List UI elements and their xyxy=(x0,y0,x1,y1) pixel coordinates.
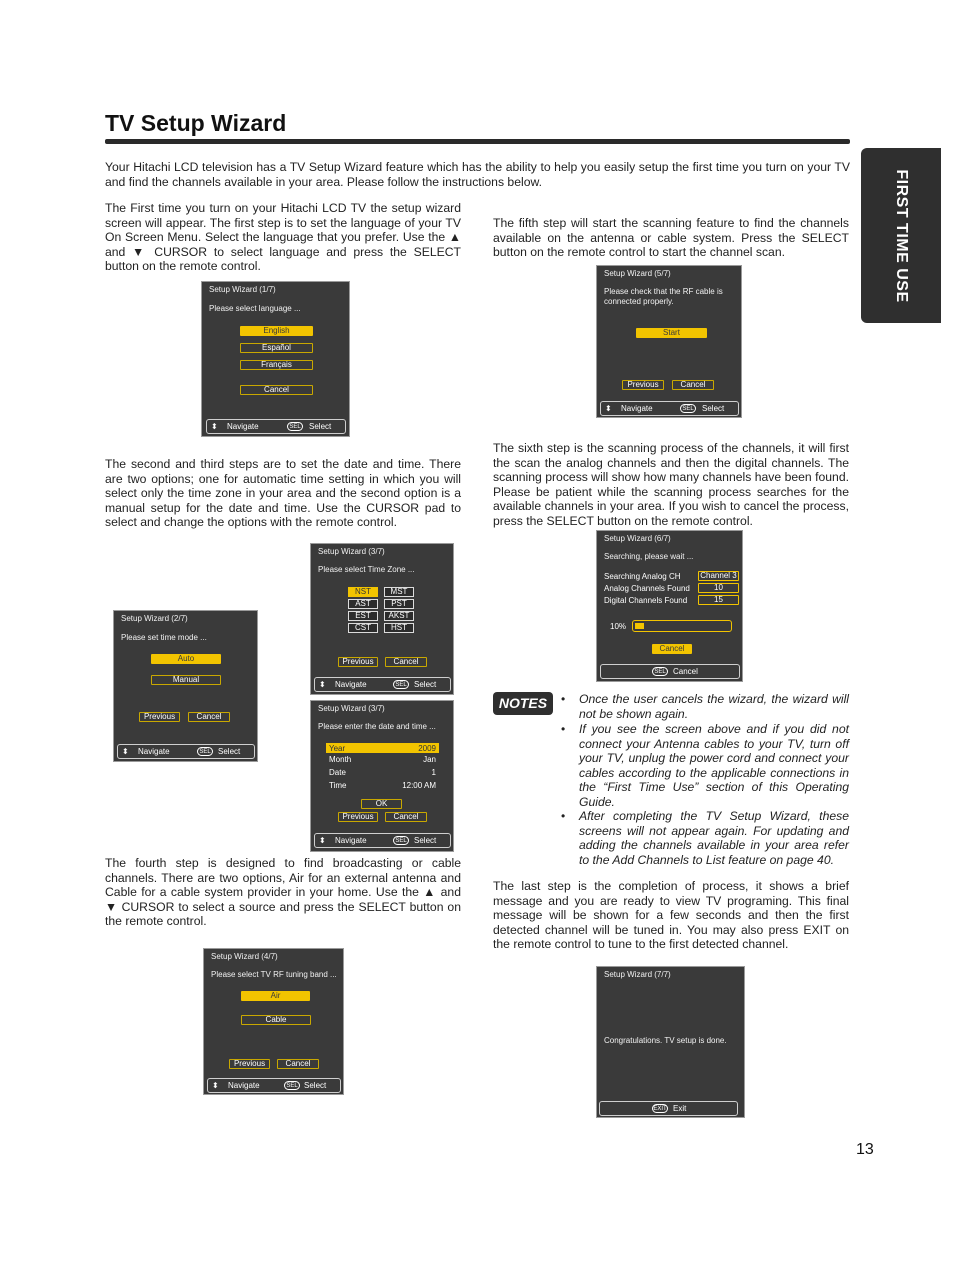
screen-prompt: Please select Time Zone ... xyxy=(318,565,415,574)
select-label: Select xyxy=(309,422,332,431)
sel-icon: SEL xyxy=(393,680,409,689)
screen-title: Setup Wizard (7/7) xyxy=(604,970,671,979)
notes-badge: NOTES xyxy=(493,692,553,715)
sel-icon: SEL xyxy=(652,667,668,676)
screen-title: Setup Wizard (6/7) xyxy=(604,534,671,543)
select-label: Select xyxy=(414,680,437,689)
row-label-digital-found: Digital Channels Found xyxy=(604,596,688,605)
row-label-analog-ch: Searching Analog CH xyxy=(604,572,681,581)
zone-cst[interactable]: CST xyxy=(348,623,378,633)
zone-pst[interactable]: PST xyxy=(384,599,414,609)
navigate-icon: ⬍ xyxy=(122,747,129,756)
row-value-digital-found: 15 xyxy=(698,595,739,605)
screen-title: Setup Wizard (4/7) xyxy=(211,952,278,961)
navigate-icon: ⬍ xyxy=(212,1081,219,1090)
zone-est[interactable]: EST xyxy=(348,611,378,621)
screen-title: Setup Wizard (5/7) xyxy=(604,269,671,278)
screen-rf-check xyxy=(596,265,742,418)
screen-time-mode xyxy=(113,610,258,762)
step5-paragraph: The fifth step will start the scanning feature to find the channels available on the antenna or cable system. Press the SELECT button on the remote control to start the channel scan. xyxy=(493,216,849,260)
navigate-label: Navigate xyxy=(228,1081,260,1090)
cancel-button[interactable]: Cancel xyxy=(277,1059,319,1069)
cancel-label: Cancel xyxy=(673,667,698,676)
nav-bar xyxy=(314,833,451,848)
screen-prompt: Please set time mode ... xyxy=(121,633,207,642)
row-label-time: Time xyxy=(329,781,347,790)
cancel-button[interactable]: Cancel xyxy=(672,380,714,390)
option-auto[interactable]: Auto xyxy=(151,654,221,664)
navigate-label: Navigate xyxy=(621,404,653,413)
previous-button[interactable]: Previous xyxy=(139,712,180,722)
zone-akst[interactable]: AKST xyxy=(384,611,414,621)
sel-icon: SEL xyxy=(284,1081,300,1090)
screen-title: Setup Wizard (2/7) xyxy=(121,614,188,623)
select-label: Select xyxy=(218,747,241,756)
progress-bar xyxy=(632,620,732,632)
navigate-label: Navigate xyxy=(335,836,367,845)
exit-label[interactable]: Exit xyxy=(673,1104,687,1113)
navigate-label: Navigate xyxy=(138,747,170,756)
cancel-button[interactable]: Cancel xyxy=(385,812,427,822)
sel-icon: SEL xyxy=(393,836,409,845)
previous-button[interactable]: Previous xyxy=(338,657,378,667)
sel-icon: SEL xyxy=(680,404,696,413)
cancel-button[interactable]: Cancel xyxy=(652,644,692,654)
navigate-label: Navigate xyxy=(227,422,259,431)
navigate-icon: ⬍ xyxy=(211,422,218,431)
progress-fill xyxy=(635,623,644,629)
screen-prompt-line1: Please check that the RF cable is xyxy=(604,287,723,296)
screen-prompt-line2: connected properly. xyxy=(604,297,674,306)
nav-bar xyxy=(207,1078,341,1093)
row-label-month: Month xyxy=(329,755,352,764)
navigate-label: Navigate xyxy=(335,680,367,689)
exit-icon: EXIT xyxy=(653,1106,667,1112)
row-label-year: Year xyxy=(329,744,346,753)
option-cable[interactable]: Cable xyxy=(241,1015,311,1025)
start-button[interactable]: Start xyxy=(636,328,707,338)
screen-prompt: Please select language ... xyxy=(209,304,301,313)
section-tab xyxy=(861,148,941,323)
sel-icon: SEL xyxy=(287,422,303,431)
row-value-date[interactable]: 1 xyxy=(431,768,436,777)
page-number: 13 xyxy=(856,1141,874,1158)
sel-icon: SEL xyxy=(197,747,213,756)
screen-complete xyxy=(596,966,745,1118)
ok-button[interactable]: OK xyxy=(361,799,402,809)
option-air[interactable]: Air xyxy=(241,991,310,1001)
zone-hst[interactable]: HST xyxy=(384,623,414,633)
nav-bar xyxy=(117,744,255,759)
cancel-button[interactable]: Cancel xyxy=(240,385,313,395)
screen-time-zone xyxy=(310,543,454,695)
row-value-time[interactable]: 12:00 AM xyxy=(402,781,436,790)
cancel-button[interactable]: Cancel xyxy=(188,712,230,722)
zone-mst[interactable]: MST xyxy=(384,587,414,597)
nav-bar xyxy=(599,1101,738,1116)
completion-message: Congratulations. TV setup is done. xyxy=(604,1036,727,1045)
screen-title: Setup Wizard (1/7) xyxy=(209,285,276,294)
intro-paragraph: Your Hitachi LCD television has a TV Setup Wizard feature which has the ability to help you easily setup the first time you turn on your TV and find the channels available in your area. Please follow the instructions below. xyxy=(105,160,850,189)
select-label: Select xyxy=(414,836,437,845)
cancel-button[interactable]: Cancel xyxy=(385,657,427,667)
screen-tuning-band xyxy=(203,948,344,1095)
screen-title: Setup Wizard (3/7) xyxy=(318,547,385,556)
title-rule xyxy=(105,139,850,144)
note-3: After completing the TV Setup Wizard, these screens will not appear again. For updating and adding the channels available in your area refer to the Add Channels to List feature on page 40. xyxy=(579,809,849,867)
screen-language xyxy=(201,281,350,437)
row-value-year: 2009 xyxy=(418,744,436,753)
row-value-month[interactable]: Jan xyxy=(423,755,436,764)
previous-button[interactable]: Previous xyxy=(338,812,378,822)
select-label: Select xyxy=(702,404,725,413)
step6-paragraph: The sixth step is the scanning process of the channels, it will first the scan the analog channels and then the digital channels. The scanning process will show how many channels have been found. Please be patient while the scanning process searches for the available channels in your area. If you wish to cancel the process, press the SELECT button on the remote control. xyxy=(493,441,849,528)
step1-paragraph: The First time you turn on your Hitachi LCD TV the setup wizard screen will appear. The first step is to set the language of your TV On Screen Menu. Select the language that you prefer. Use the ▲ and ▼ CURSOR to select language and press the SELECT button on the remote control. xyxy=(105,201,461,274)
section-tab-label: FIRST TIME USE xyxy=(893,168,910,303)
nav-bar xyxy=(600,664,740,679)
zone-nst[interactable]: NST xyxy=(348,587,378,597)
option-espanol[interactable]: Español xyxy=(240,343,313,353)
zone-ast[interactable]: AST xyxy=(348,599,378,609)
navigate-icon: ⬍ xyxy=(605,404,612,413)
row-value-analog-found: 10 xyxy=(698,583,739,593)
nav-bar xyxy=(600,401,739,416)
screen-searching xyxy=(596,530,743,682)
nav-bar xyxy=(206,419,346,434)
select-label: Select xyxy=(304,1081,327,1090)
row-label-date: Date xyxy=(329,768,346,777)
step7-paragraph: The last step is the completion of process, it shows a brief message and you are ready to view TV programing. This final message will be shown for a few seconds and then the first detected channel will be tuned in. You may also press EXIT on the remote control to tune to the first detected channel. xyxy=(493,879,849,952)
row-value-analog-ch: Channel 3 xyxy=(698,571,739,581)
option-english[interactable]: English xyxy=(240,326,313,336)
option-francais[interactable]: Français xyxy=(240,360,313,370)
previous-button[interactable]: Previous xyxy=(229,1059,270,1069)
navigate-icon: ⬍ xyxy=(319,836,326,845)
note-bullet: • xyxy=(561,809,566,823)
nav-bar xyxy=(314,677,451,692)
previous-button[interactable]: Previous xyxy=(622,380,664,390)
option-manual[interactable]: Manual xyxy=(151,675,221,685)
note-2: If you see the screen above and if you did not connect your Antenna cables to your TV, turn off your TV, unplug the power cord and connect your cables according to the applicable connections in the “First Time Use” section of this Operating Guide. xyxy=(579,722,849,809)
page-title: TV Setup Wizard xyxy=(105,110,287,136)
navigate-icon: ⬍ xyxy=(319,680,326,689)
screen-prompt: Please enter the date and time ... xyxy=(318,722,436,731)
screen-prompt: Please select TV RF tuning band ... xyxy=(211,970,337,979)
screen-date-time xyxy=(310,700,454,852)
screen-prompt: Searching, please wait ... xyxy=(604,552,694,561)
note-bullet: • xyxy=(561,722,566,736)
note-1: Once the user cancels the wizard, the wizard will not be shown again. xyxy=(579,692,849,721)
screen-title: Setup Wizard (3/7) xyxy=(318,704,385,713)
step4-paragraph: The fourth step is designed to find broadcasting or cable channels. There are two options, Air for an external antenna and Cable for a cable system provider in your home. Use the ▲ and ▼ CURSOR to select a source and press the SELECT button on the remote control. xyxy=(105,856,461,929)
progress-label: 10% xyxy=(610,622,627,631)
row-label-analog-found: Analog Channels Found xyxy=(604,584,690,593)
note-bullet: • xyxy=(561,692,566,706)
step23-paragraph: The second and third steps are to set the date and time. There are two options; one for automatic time setting in which you will select only the time zone in your area and the second option is a manual setup for the date and time. Use the CURSOR pad to select and change the options with the remote control. xyxy=(105,457,461,530)
